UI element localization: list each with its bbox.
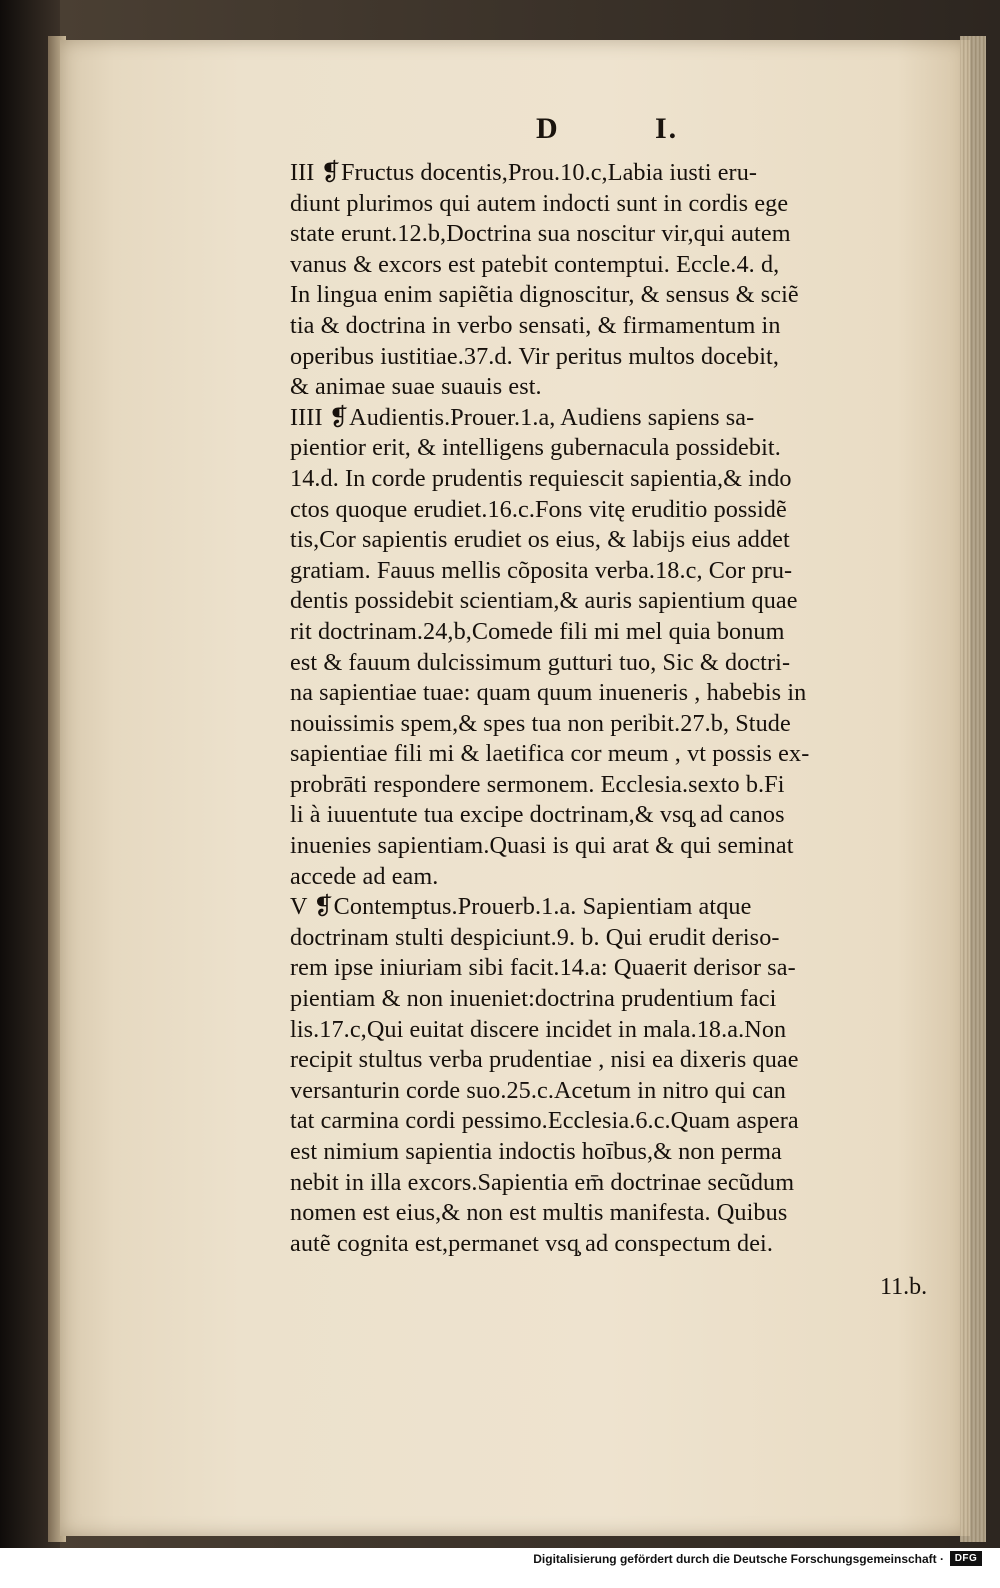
page-edges-right	[960, 36, 986, 1542]
text-line: recipit stultus verba prudentiae , nisi ea dixeris quae	[290, 1046, 799, 1074]
text-line: & animae suae suauis est.	[290, 373, 542, 401]
dfg-logo: DFG	[950, 1551, 982, 1566]
footer-credit: Digitalisierung gefördert durch die Deutsche Forschungsgemeinschaft ·	[533, 1552, 944, 1566]
text-line: III ❡Fructus docentis,Prou.10.c,Labia iusti eru-	[290, 159, 758, 186]
text-line: vanus & excors est patebit contemptui. Eccle.4. d,	[290, 250, 780, 278]
text-line: V ❡Contemptus.Prouerb.1.a. Sapientiam atque	[290, 893, 752, 921]
text-line: pientior erit, & intelligens gubernacula possidebit.	[290, 434, 781, 462]
text-line: nouissimis spem,& spes tua non peribit.27.b, Stude	[290, 709, 791, 737]
text-line: pientiam & non inueniet:doctrina prudentium faci	[290, 985, 777, 1013]
text-line: versanturin corde suo.25.c.Acetum in nitro qui can	[290, 1076, 787, 1104]
main-text	[290, 158, 950, 1259]
text-line: diunt plurimos qui autem indocti sunt in cordis ege	[290, 189, 789, 217]
text-line: autẽ cognita est,permanet vsq̧ ad conspectum dei.	[290, 1229, 774, 1257]
text-line: tat carmina cordi pessimo.Ecclesia.6.c.Quam aspera	[290, 1107, 799, 1135]
text-line: sapientiae fili mi & laetifica cor meum , vt possis ex-	[290, 740, 810, 768]
text-line: probrāti respondere sermonem. Ecclesia.sexto b.Fi	[290, 770, 785, 798]
text-line: tia & doctrina in verbo sensati, & firmamentum in	[290, 311, 781, 339]
text-line: nomen est eius,& non est multis manifesta. Quibus	[290, 1199, 788, 1227]
text-line: operibus iustitiae.37.d. Vir peritus multos docebit,	[290, 342, 780, 370]
text-line: rit doctrinam.24,b,Comede fili mi mel quia bonum	[290, 617, 785, 645]
text-line: lis.17.c,Qui euitat discere incidet in mala.18.a.Non	[290, 1015, 787, 1043]
text-line: inuenies sapientiam.Quasi is qui arat & qui seminat	[290, 832, 794, 860]
text-line: dentis possidebit scientiam,& auris sapientium quae	[290, 587, 798, 615]
text-line: accede ad eam.	[290, 862, 439, 890]
text-line: nebit in illa excors.Sapientia em̄ doctrinae secũdum	[290, 1168, 795, 1196]
text-line: 14.d. In corde prudentis requiescit sapientia,& indo	[290, 464, 792, 492]
text-line: IIII ❡Audientis.Prouer.1.a, Audiens sapiens sa-	[290, 403, 755, 431]
text-line: ctos quoque erudiet.16.c.Fons vitę eruditio possidẽ	[290, 495, 787, 523]
running-head-signature: D	[536, 112, 560, 145]
text-line: In lingua enim sapiẽtia dignoscitur, & sensus & sciẽ	[290, 281, 799, 309]
text-line: na sapientiae tuae: quam quum inueneris , habebis in	[290, 679, 807, 707]
catchword: 11.b.	[880, 1274, 928, 1300]
text-line: li à iuuentute tua excipe doctrinam,& vsq̧ ad canos	[290, 801, 785, 829]
text-line: est & fauum dulcissimum gutturi tuo, Sic & doctri-	[290, 648, 791, 676]
text-line: tis,Cor sapientis erudiet os eius, & labijs eius addet	[290, 526, 790, 554]
running-head-page: I.	[655, 112, 679, 145]
text-line: est nimium sapientia indoctis hoībus,& non perma	[290, 1138, 782, 1165]
text-line: doctrinam stulti despiciunt.9. b. Qui erudit deriso-	[290, 923, 780, 951]
text-line: rem ipse iniuriam sibi facit.14.a: Quaerit derisor sa-	[290, 954, 796, 982]
text-line: state erunt.12.b,Doctrina sua noscitur vir,qui autem	[290, 220, 791, 248]
text-line: gratiam. Fauus mellis cõposita verba.18.c, Cor pru-	[290, 556, 793, 584]
